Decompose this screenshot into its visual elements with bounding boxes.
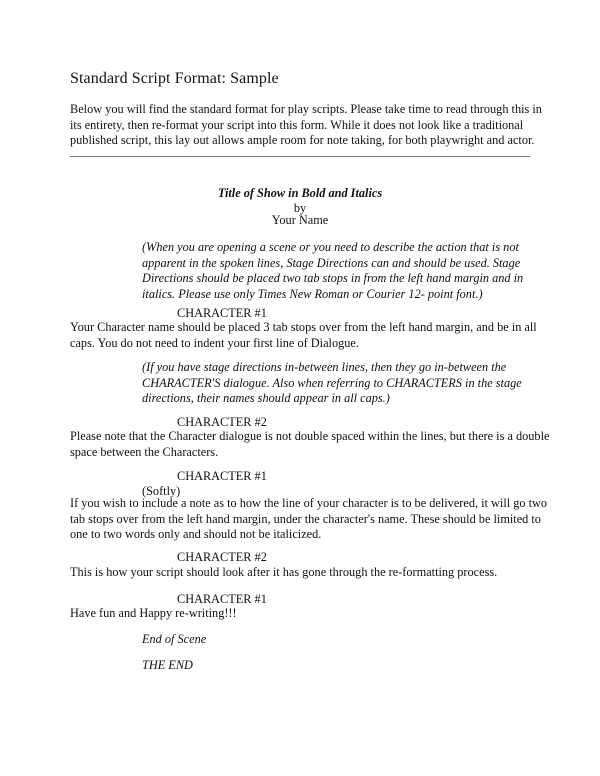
intro-line: Below you will find the standard format for play scripts. Please take time to read through this in [70,102,542,116]
dialogue [70,606,540,622]
character-name: CHARACTER #2 [177,415,267,429]
dialogue-line: space between the Characters. [70,444,219,459]
dialogue [70,565,540,581]
dialogue [70,496,548,543]
intro-paragraph [70,102,540,149]
stage-direction-line: (When you are opening a scene or you need to describe the action that is not [142,240,519,254]
author-name: Your Name [271,213,329,227]
mid-stage-direction [142,360,522,407]
dialogue-line: Have fun and Happy re-writing!!! [70,606,237,620]
character-name: CHARACTER #2 [177,550,267,564]
stage-direction-line: CHARACTER'S dialogue. Also when referring to CHARACTERS in the stage [142,375,522,390]
dialogue-line: tab stops over from the left hand margin, under the character's name. These should be limited to [70,511,541,526]
show-title: Title of Show in Bold and Italics [217,186,383,200]
dialogue-line: Your Character name should be placed 3 tab stops over from the left hand margin, and be in all [70,320,537,334]
stage-direction-line: (If you have stage directions in-between lines, then they go in-between the [142,360,507,374]
dialogue-line: If you wish to include a note as to how the line of your character is to be delivered, it will go two [70,496,548,510]
by-line: by [293,201,307,215]
stage-direction-line: italics. Please use only Times New Roman or Courier 12- point font.) [142,286,483,301]
stage-direction-line: directions, their names should appear in all caps.) [142,391,390,405]
stage-direction-line: apparent in the spoken lines, Stage Directions can and should be used. Stage [142,255,521,270]
character-name: CHARACTER #1 [177,306,267,320]
end-of-scene-label: End of Scene [142,632,207,646]
dialogue-line: caps. You do not need to indent your first line of Dialogue. [70,335,359,350]
character-name: CHARACTER #1 [177,592,267,606]
horizontal-divider [70,156,530,157]
stage-direction-line: Directions should be placed two tab stops in from the left hand margin and in [142,271,524,285]
dialogue-line: one to two words only and should not be italicized. [70,527,322,541]
dialogue [70,429,550,460]
parenthetical: (Softly) [142,484,181,498]
dialogue-line: Please note that the Character dialogue is not double spaced within the lines, but there is a double [70,429,550,443]
opening-stage-direction [142,240,522,302]
intro-line: published script, this lay out allows ample room for note taking, for both playwright and actor. [70,133,535,147]
dialogue-line: This is how your script should look after it has gone through the re-formatting process. [70,565,498,579]
dialogue [70,320,540,351]
document-heading: Standard Script Format: Sample [70,70,279,87]
character-name: CHARACTER #1 [177,469,267,483]
the-end-label: THE END [142,658,193,672]
intro-line: its entirety, then re-format your script into this form. While it does not look like a traditional [70,117,524,132]
